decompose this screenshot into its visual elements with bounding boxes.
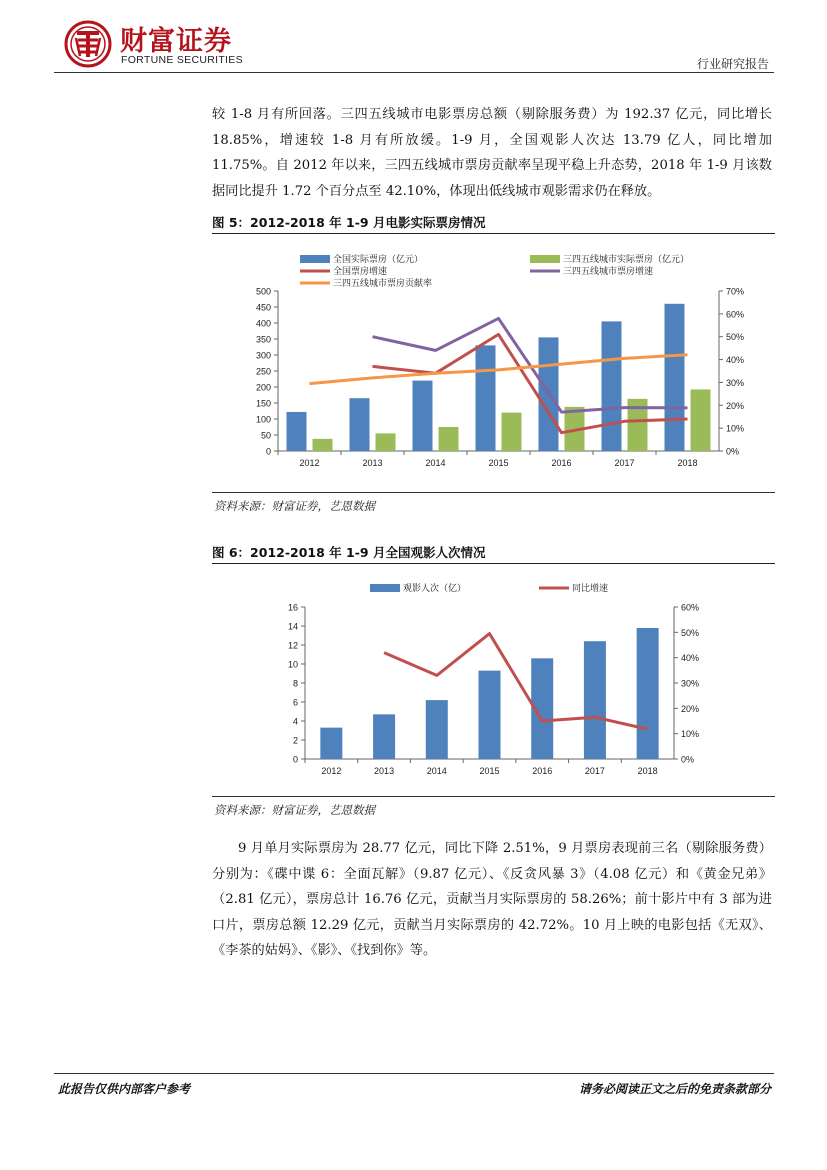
bar-secondary xyxy=(376,433,396,451)
y-tick-label: 50 xyxy=(260,430,271,441)
y2-tick-label: 10% xyxy=(726,423,745,434)
fortune-logo-icon xyxy=(64,20,112,68)
bar-primary xyxy=(426,700,448,759)
bar-secondary xyxy=(502,413,522,451)
x-tick-label: 2014 xyxy=(425,458,446,468)
legend-swatch xyxy=(370,584,400,592)
x-tick-label: 2013 xyxy=(362,458,383,468)
y2-tick-label: 60% xyxy=(681,602,700,613)
figure-5-top-rule xyxy=(212,233,775,234)
y-tick-label: 14 xyxy=(287,621,298,632)
header-divider xyxy=(54,72,774,73)
series-line-4 xyxy=(310,355,688,384)
bar-primary xyxy=(350,398,370,451)
x-tick-label: 2016 xyxy=(532,766,553,776)
figure-6-source: 资料来源：财富证券，艺恩数据 xyxy=(214,803,375,817)
paragraph-2: 9 月单月实际票房为 28.77 亿元，同比下降 2.51%，9 月票房表现前三名（剔除服务费）分别为：《碟中谍 6：全面瓦解》（9.87 亿元）、《反贪风暴 3》（4.08 亿元）和《黄金兄弟》（2.81 亿元），票房总计 16.76 亿元，贡献当月实际票房的 58.26%；前十影片中有 3 部为进口片，票房总额 12.29 亿元，贡献当月实际票房的 42.72%。10 月上映的电影包括《无双》、《李茶的姑妈》、《影》、《找到你》等。 xyxy=(212,841,772,958)
bar-primary xyxy=(373,714,395,759)
y2-tick-label: 0% xyxy=(726,446,740,457)
x-tick-label: 2015 xyxy=(479,766,500,776)
legend-label: 观影人次（亿） xyxy=(403,583,467,593)
figure-6-title: 图 6：2012-2018 年 1-9 月全国观影人次情况 xyxy=(212,545,486,560)
figure-5-source: 资料来源：财富证券，艺恩数据 xyxy=(214,499,375,513)
paragraph-1: 较 1-8 月有所回落。三四五线城市电影票房总额（剔除服务费）为 192.37 亿元，同比增长 18.85%，增速较 1-8 月有所放缓。1-9 月，全国观影人次达 13.79 亿人，同比增加 11.75%。自 2012 年以来，三四五线城市票房贡献率呈现平稳上升态势，2018 年 1-9 月该数据同比提升 1.72 个百分点至 42.10%，体现出低线城市观影需求仍在释放。 xyxy=(212,107,772,199)
y-tick-label: 500 xyxy=(255,286,271,297)
y-tick-label: 6 xyxy=(292,697,298,708)
legend-swatch xyxy=(300,255,330,263)
y-tick-label: 0 xyxy=(292,754,298,765)
y2-tick-label: 70% xyxy=(726,286,745,297)
legend-label: 三四五线城市票房增速 xyxy=(563,266,654,276)
x-tick-label: 2018 xyxy=(677,458,698,468)
x-tick-label: 2016 xyxy=(551,458,572,468)
y-tick-label: 0 xyxy=(265,446,271,457)
bar-primary xyxy=(637,628,659,759)
x-tick-label: 2017 xyxy=(584,766,605,776)
y2-tick-label: 50% xyxy=(681,627,700,638)
y2-tick-label: 20% xyxy=(726,400,745,411)
y-tick-label: 400 xyxy=(255,318,271,329)
y2-tick-label: 40% xyxy=(726,355,745,366)
y2-tick-label: 60% xyxy=(726,309,745,320)
y-tick-label: 300 xyxy=(255,350,271,361)
y-tick-label: 8 xyxy=(292,678,298,689)
legend-label: 全国实际票房（亿元） xyxy=(333,254,424,264)
y2-tick-label: 40% xyxy=(681,653,700,664)
series-line-1 xyxy=(384,634,647,730)
bar-secondary xyxy=(691,389,711,451)
y2-tick-label: 30% xyxy=(726,377,745,388)
legend-label: 三四五线城市实际票房（亿元） xyxy=(563,254,690,264)
bar-primary xyxy=(287,412,307,451)
page-header xyxy=(0,0,827,76)
y-tick-label: 150 xyxy=(255,398,271,409)
y-tick-label: 16 xyxy=(287,602,298,613)
figure-6-chart xyxy=(212,575,775,780)
y2-tick-label: 50% xyxy=(726,332,745,343)
figure-6-top-rule xyxy=(212,563,775,564)
footer-divider xyxy=(54,1073,774,1074)
y-tick-label: 250 xyxy=(255,366,271,377)
figure-5-chart xyxy=(212,240,775,470)
x-tick-label: 2018 xyxy=(637,766,658,776)
legend-swatch xyxy=(530,255,560,263)
footer-disclaimer-left: 此报告仅供内部客户参考 xyxy=(58,1082,191,1096)
y-tick-label: 4 xyxy=(292,716,298,727)
x-tick-label: 2012 xyxy=(321,766,342,776)
footer-disclaimer-right: 请务必阅读正文之后的免责条款部分 xyxy=(578,1082,771,1096)
bar-primary xyxy=(320,728,342,759)
figure-5-bottom-rule xyxy=(212,492,775,493)
x-tick-label: 2014 xyxy=(426,766,447,776)
x-tick-label: 2012 xyxy=(299,458,320,468)
y-tick-label: 350 xyxy=(255,334,271,345)
figure-5-title: 图 5：2012-2018 年 1-9 月电影实际票房情况 xyxy=(212,215,486,230)
bar-secondary xyxy=(313,439,333,451)
bar-primary xyxy=(476,345,496,451)
bar-primary xyxy=(584,641,606,759)
bar-primary xyxy=(479,671,501,759)
y2-tick-label: 0% xyxy=(681,754,695,765)
y2-tick-label: 10% xyxy=(681,729,700,740)
figure-6-bottom-rule xyxy=(212,796,775,797)
logo-english-name: FORTUNE SECURITIES xyxy=(121,54,243,66)
legend-label: 同比增速 xyxy=(572,583,609,593)
bar-primary xyxy=(602,321,622,451)
y-tick-label: 2 xyxy=(292,735,298,746)
y2-tick-label: 30% xyxy=(681,678,700,689)
y-tick-label: 450 xyxy=(255,302,271,313)
legend-label: 三四五线城市票房贡献率 xyxy=(333,278,433,288)
bar-primary xyxy=(413,381,433,451)
report-type-label: 行业研究报告 xyxy=(696,57,769,71)
logo-chinese-name: 财富证券 xyxy=(120,26,232,57)
x-tick-label: 2017 xyxy=(614,458,635,468)
bar-secondary xyxy=(439,427,459,451)
legend-label: 全国票房增速 xyxy=(333,266,388,276)
x-tick-label: 2013 xyxy=(374,766,395,776)
y-tick-label: 100 xyxy=(255,414,271,425)
y2-tick-label: 20% xyxy=(681,703,700,714)
y-tick-label: 200 xyxy=(255,382,271,393)
x-tick-label: 2015 xyxy=(488,458,509,468)
y-tick-label: 12 xyxy=(287,640,298,651)
y-tick-label: 10 xyxy=(287,659,298,670)
bar-primary xyxy=(665,304,685,451)
